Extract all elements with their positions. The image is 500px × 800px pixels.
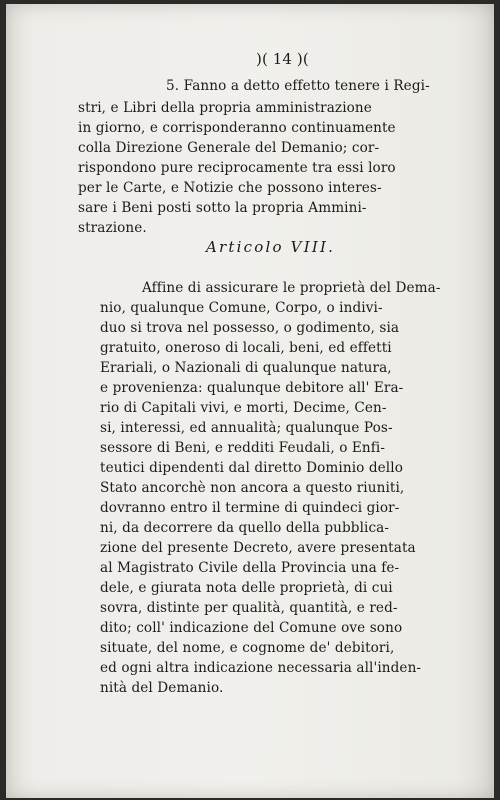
article-line: duo si trova nel possesso, o godimento, sia (100, 320, 400, 336)
article-line: ni, da decorrere da quello della pubblica- (100, 520, 390, 536)
article-line: dito; coll' indicazione del Comune ove sono (100, 620, 403, 636)
article-line: nità del Demanio. (100, 680, 224, 696)
article-line: ed ogni altra indicazione necessaria all'inden- (100, 660, 422, 676)
article-line: zione del presente Decreto, avere presentata (100, 540, 416, 556)
section5-line: rispondono pure reciprocamente tra essi loro (78, 160, 396, 176)
article-line: gratuito, oneroso di locali, beni, ed effetti (100, 340, 392, 356)
section5-line: strazione. (78, 220, 147, 236)
article-line: dele, e giurata nota delle proprietà, di cui (100, 580, 393, 596)
article-line: sovra, distinte per qualità, quantità, e red- (100, 600, 398, 616)
article-line: nio, qualunque Comune, Corpo, o indivi- (100, 300, 383, 316)
article-line: dovranno entro il termine di quindeci gior- (100, 500, 400, 516)
article-line: al Magistrato Civile della Provincia una fe- (100, 560, 400, 576)
section5-line: sare i Beni posti sotto la propria Ammini- (78, 200, 367, 216)
article-line: Erariali, o Nazionali di qualunque natura, (100, 360, 392, 376)
article-line: si, interessi, ed annualità; qualunque Pos- (100, 420, 393, 436)
article-line: teutici dipendenti dal diretto Dominio dello (100, 460, 403, 476)
article-line: Stato ancorchè non ancora a questo riuniti, (100, 480, 405, 496)
article-line: situate, del nome, e cognome de' debitori, (100, 640, 395, 656)
section5-line: colla Direzione Generale del Demanio; cor- (78, 140, 380, 156)
page-header: )( 14 )( (256, 50, 309, 68)
section5-line: 5. Fanno a detto effetto tenere i Regi- (166, 78, 430, 94)
page-text (6, 4, 494, 798)
section5-line: stri, e Libri della propria amministrazione (78, 100, 372, 116)
section5-line: in giorno, e corrisponderanno continuamente (78, 120, 396, 136)
article-heading: Articolo VIII. (206, 238, 336, 256)
article-line: sessore di Beni, e redditi Feudali, o Enfi- (100, 440, 386, 456)
document-page (6, 4, 494, 798)
article-line: e provenienza: qualunque debitore all' Era- (100, 380, 404, 396)
section5-line: per le Carte, e Notizie che possono interes- (78, 180, 382, 196)
article-line: rio di Capitali vivi, e morti, Decime, Cen- (100, 400, 387, 416)
article-line: Affine di assicurare le proprietà del Dema- (142, 280, 441, 296)
